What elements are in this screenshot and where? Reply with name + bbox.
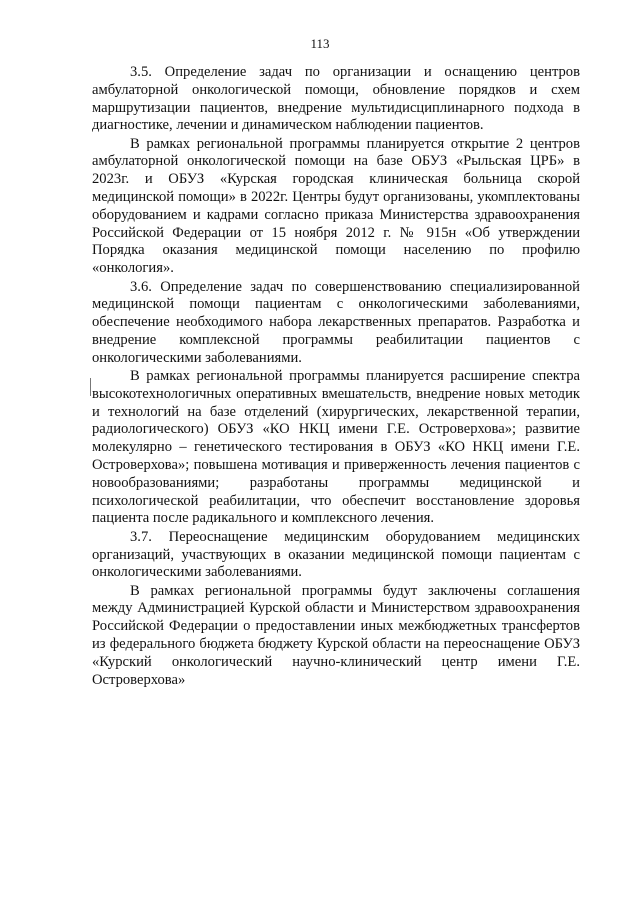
section-3-5-heading: 3.5. Определение задач по организации и оснащению центров амбулаторной онкологической помощи, обновление порядков и схем маршрутизации пациентов, внедрение мультидисциплинарного подхода в диагностике, лечении и динамическом наблюдении пациентов.: [92, 64, 580, 134]
page-number: 113: [310, 36, 330, 51]
section-3-6-heading: 3.6. Определение задач по совершенствованию специализированной медицинской помощи пациентам с онкологическими заболеваниями, обеспечение необходимого набора лекарственных препаратов. Разработка и внедрение комплексной программы реабилитации пациентов с онкологическими заболеваниями.: [92, 278, 580, 366]
section-3-6-body: В рамках региональной программы планируется расширение спектра высокотехнологичных оперативных вмешательств, внедрение новых методик и технологий на базе отделений (хирургических, лекарственной терапии, радиологического) ОБУЗ «КО НКЦ имени Г.Е. Островерхова»; развитие молекулярно – генетического тестирования в ОБУЗ «КО НКЦ имени Г.Е. Островерхова»; повышена мотивация и приверженность лечения пациентов с новообразованиями; разработаны программы медицинской и психологической реабилитации, что обеспечит восстановление здоровья пациента после радикального и комплексного лечения.: [92, 368, 580, 527]
section-3-7-heading: 3.7. Переоснащение медицинским оборудованием медицинских организаций, участвующих в оказании медицинской помощи пациентам с онкологическими заболеваниями.: [92, 528, 580, 581]
margin-scan-mark: [90, 378, 91, 396]
document-body: [92, 64, 580, 689]
section-3-5-body: В рамках региональной программы планируется открытие 2 центров амбулаторной онкологической помощи на базе ОБУЗ «Рыльская ЦРБ» в 2023г. и ОБУЗ «Курская городская клиническая больница скорой медицинской помощи» в 2022г. Центры будут организованы, укомплектованы оборудованием и кадрами согласно приказа Министерства здравоохранения Российской Федерации от 15 ноября 2012 г. № 915н «Об утверждении Порядка оказания медицинской помощи населению по профилю «онкология».: [92, 135, 580, 277]
section-3-7-body: В рамках региональной программы будут заключены соглашения между Администрацией Курской области и Министерством здравоохранения Российской Федерации о предоставлении иных межбюджетных трансфертов из федерального бюджета бюджету Курской области на переоснащение ОБУЗ «Курский онкологический научно-клинический центр имени Г.Е. Островерхова»: [92, 582, 580, 688]
